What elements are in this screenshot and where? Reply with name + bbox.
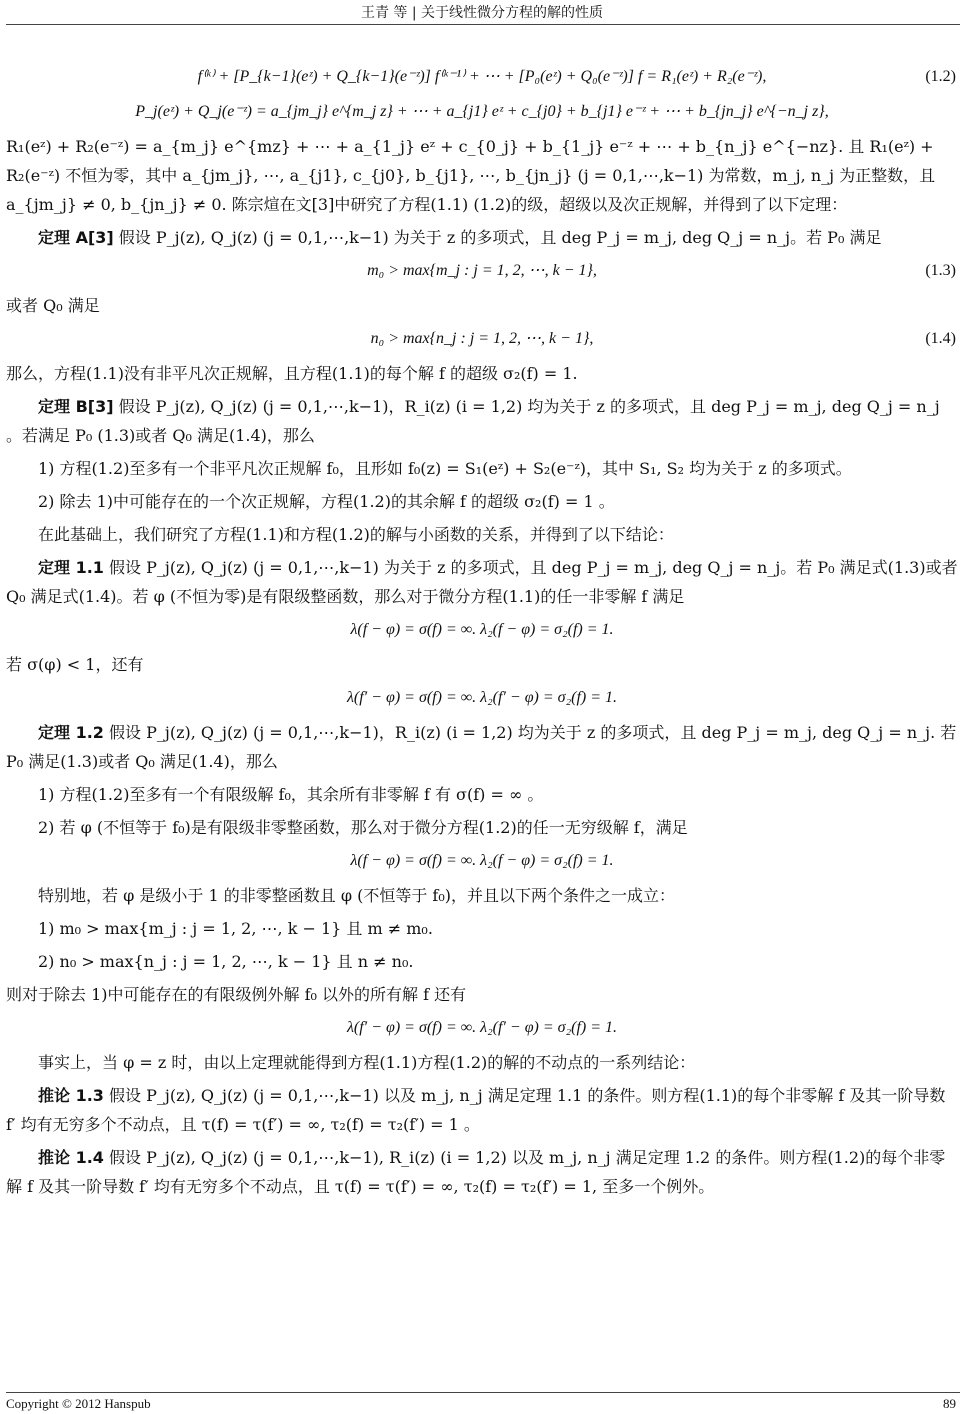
equation-number: (1.4) <box>925 330 956 347</box>
equation-number: (1.3) <box>925 262 956 279</box>
paragraph-fact: 事实上，当 φ = z 时，由以上定理就能得到方程(1.1)方程(1.2)的解的不动点的一系列结论： <box>38 1053 696 1072</box>
equation-t12-a <box>6 846 958 875</box>
condition-1: 1) m₀ > max{m_j : j = 1, 2, ⋯, k − 1} 且 m ≠ m₀. <box>38 919 433 938</box>
equation-text: P_j(eᶻ) + Q_j(e⁻ᶻ) = a_{jm_j} e^{m_j z} + ⋯ + a_{j1} eᶻ + c_{j0} + b_{j1} e⁻ᶻ + ⋯ + b_{jn_j} e^{−n_j z}, <box>135 103 829 120</box>
equation-text: λ(f′ − φ) = σ(f) = ∞. λ₂(f′ − φ) = σ₂(f) = 1. <box>346 689 618 706</box>
corollary-1-3 <box>6 1081 958 1139</box>
theorem-b-text: 假设 P_j(z), Q_j(z) (j = 0,1,⋯,k−1)，R_i(z) (i = 1,2) 均为关于 z 的多项式，且 deg P_j = m_j, deg Q_j = n_j 。若满足 P₀ (1.3)或者 Q₀ 满足(1.4)，那么 <box>6 397 940 445</box>
theorem-b <box>6 392 958 450</box>
theorem-1-2-item-1: 1) 方程(1.2)至多有一个有限级解 f₀，其余所有非零解 f 有 σ(f) = ∞ 。 <box>38 785 544 804</box>
equation-t11-b <box>6 683 958 712</box>
corollary-1-4-label: 推论 1.4 <box>38 1148 104 1167</box>
header-rule <box>6 24 960 25</box>
theorem-a <box>6 223 958 252</box>
equation-t11-a <box>6 615 958 644</box>
theorem-a-conclusion: 那么，方程(1.1)没有非平凡次正规解，且方程(1.1)的每个解 f 的超级 σ₂(f) = 1. <box>6 364 578 383</box>
equation-text: λ(f − φ) = σ(f) = ∞. λ₂(f − φ) = σ₂(f) = 1. <box>350 852 614 869</box>
corollary-1-4-text: 假设 P_j(z), Q_j(z) (j = 0,1,⋯,k−1), R_i(z) (i = 1,2) 以及 m_j, n_j 满足定理 1.2 的条件。则方程(1.2)的每个非零解 f 及其一阶导数 f′ 均有无穷多个不动点，且 τ(f) = τ(f′) = ∞, τ₂(f) = τ₂(f′) = 1, 至多一个例外。 <box>6 1148 946 1196</box>
equation-text: f⁽ᵏ⁾ + [P_{k−1}(eᶻ) + Q_{k−1}(e⁻ᶻ)] f⁽ᵏ⁻¹⁾ + ⋯ + [P₀(eᶻ) + Q₀(e⁻ᶻ)] f = R₁(eᶻ) + R₂(e⁻ᶻ), <box>197 68 767 85</box>
corollary-1-4 <box>6 1143 958 1201</box>
theorem-1-1-label: 定理 1.1 <box>38 558 104 577</box>
footer-copyright: Copyright © 2012 Hanspub <box>6 1396 151 1411</box>
corollary-1-3-label: 推论 1.3 <box>38 1086 104 1105</box>
theorem-1-2-text: 假设 P_j(z), Q_j(z) (j = 0,1,⋯,k−1)，R_i(z) (i = 1,2) 均为关于 z 的多项式，且 deg P_j = m_j, deg Q_j = n_j. 若 P₀ 满足(1.3)或者 Q₀ 满足(1.4)，那么 <box>6 723 957 771</box>
theorem-1-1 <box>6 553 958 611</box>
theorem-b-item-2: 2) 除去 1)中可能存在的一个次正规解，方程(1.2)的其余解 f 的超级 σ₂(f) = 1 。 <box>38 492 615 511</box>
theorem-b-item-1: 1) 方程(1.2)至多有一个非平凡次正规解 f₀，且形如 f₀(z) = S₁(eᶻ) + S₂(e⁻ᶻ)，其中 S₁, S₂ 均为关于 z 的多项式。 <box>38 459 852 478</box>
paragraph-basis: 在此基础上，我们研究了方程(1.1)和方程(1.2)的解与小函数的关系，并得到了以下结论： <box>38 525 674 544</box>
equation-1-4 <box>6 324 958 353</box>
equation-pq <box>6 97 958 126</box>
equation-text: n₀ > max{n_j : j = 1, 2, ⋯, k − 1}, <box>370 330 594 347</box>
paragraph-or-q0: 或者 Q₀ 满足 <box>6 296 100 315</box>
condition-2: 2) n₀ > max{n_j : j = 1, 2, ⋯, k − 1} 且 n ≠ n₀. <box>38 952 414 971</box>
equation-1-3 <box>6 256 958 285</box>
equation-1-2 <box>6 62 958 91</box>
footer-rule <box>6 1392 960 1393</box>
paragraph-if-sigma: 若 σ(φ) < 1，还有 <box>6 655 144 674</box>
footer-page-number: 89 <box>943 1396 956 1411</box>
paper-body <box>6 58 958 1205</box>
equation-t12-b <box>6 1013 958 1042</box>
paragraph-special: 特别地，若 φ 是级小于 1 的非零整函数且 φ (不恒等于 f₀)，并且以下两个条件之一成立： <box>38 886 676 905</box>
theorem-1-2-item-2: 2) 若 φ (不恒等于 f₀)是有限级非零整函数，那么对于微分方程(1.2)的任一无穷级解 f，满足 <box>38 818 688 837</box>
theorem-a-text: 假设 P_j(z), Q_j(z) (j = 0,1,⋯,k−1) 为关于 z 的多项式，且 deg P_j = m_j, deg Q_j = n_j。若 P₀ 满足 <box>113 228 882 247</box>
theorem-1-1-text: 假设 P_j(z), Q_j(z) (j = 0,1,⋯,k−1) 为关于 z 的多项式，且 deg P_j = m_j, deg Q_j = n_j。若 P₀ 满足式(1.3)或者 Q₀ 满足式(1.4)。若 φ (不恒为零)是有限级整函数，那么对于微分方程(1.1)的任一非零解 f 满足 <box>6 558 958 606</box>
theorem-a-label: 定理 A[3] <box>38 228 114 247</box>
theorem-1-2-label: 定理 1.2 <box>38 723 104 742</box>
equation-text: λ(f′ − φ) = σ(f) = ∞. λ₂(f′ − φ) = σ₂(f) = 1. <box>346 1019 618 1036</box>
equation-number: (1.2) <box>925 68 956 85</box>
running-header: 王青 等 | 关于线性微分方程的解的性质 <box>360 5 604 21</box>
paragraph-then-all: 则对于除去 1)中可能存在的有限级例外解 f₀ 以外的所有解 f 还有 <box>6 985 467 1004</box>
theorem-b-label: 定理 B[3] <box>38 397 114 416</box>
paragraph-r-definition: R₁(eᶻ) + R₂(e⁻ᶻ) = a_{m_j} e^{mz} + ⋯ + a_{1_j} eᶻ + c_{0_j} + b_{1_j} e⁻ᶻ + ⋯ + b_{n_j} e^{−nz}. 且 R₁(eᶻ) + R₂(e⁻ᶻ) 不恒为零，其中 a_{jm_j}, ⋯, a_{j1}, c_{j0}, b_{j1}, ⋯, b_{jn_j} (j = 0,1,⋯,k−1) 为常数，m_j, n_j 为正整数，且 a_{jm_j} ≠ 0, b_{jn_j} ≠ 0. 陈宗煊在文[3]中研究了方程(1.1) (1.2)的级，超级以及次正规解，并得到了以下定理： <box>6 137 936 214</box>
corollary-1-3-text: 假设 P_j(z), Q_j(z) (j = 0,1,⋯,k−1) 以及 m_j, n_j 满足定理 1.1 的条件。则方程(1.1)的每个非零解 f 及其一阶导数 f′ 均有无穷多个不动点，且 τ(f) = τ(f′) = ∞, τ₂(f) = τ₂(f′) = 1 。 <box>6 1086 946 1134</box>
equation-text: λ(f − φ) = σ(f) = ∞. λ₂(f − φ) = σ₂(f) = 1. <box>350 621 614 638</box>
equation-text: m₀ > max{m_j : j = 1, 2, ⋯, k − 1}, <box>367 262 597 279</box>
theorem-1-2 <box>6 718 958 776</box>
